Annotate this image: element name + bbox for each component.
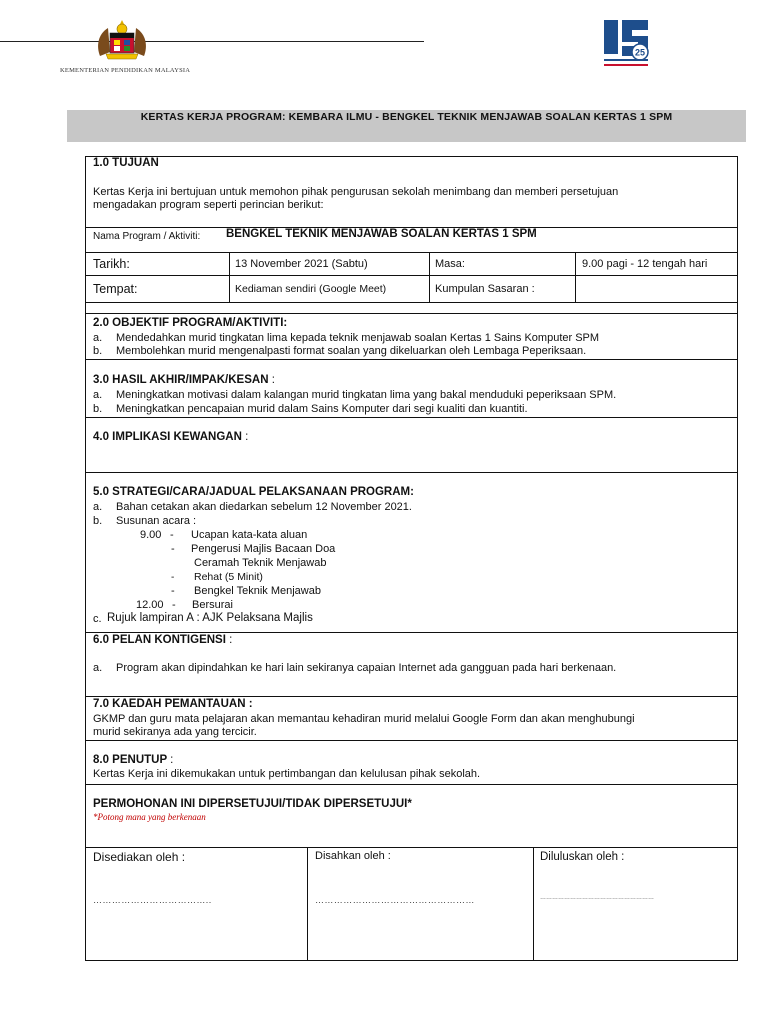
masa-label: Masa: [435, 258, 465, 270]
list-marker: b. [93, 515, 103, 527]
schedule-dash: - [171, 572, 175, 583]
schedule-item: Rehat (5 Minit) [194, 571, 263, 583]
divider [85, 696, 738, 697]
s1-text: Kertas Kerja ini bertujuan untuk memohon pihak pengurusan sekolah menimbang dan memberi persetujuan [93, 186, 619, 198]
schedule-item: Bersurai [192, 599, 233, 611]
tarikh-value: 13 November 2021 (Sabtu) [235, 258, 368, 270]
list-marker: c. [93, 613, 102, 625]
masa-value: 9.00 pagi - 12 tengah hari [582, 258, 708, 270]
document-title: KERTAS KERJA PROGRAM: KEMBARA ILMU - BENGKEL TEKNIK MENJAWAB SOALAN KERTAS 1 SPM [140, 111, 673, 123]
heading-colon: : [271, 374, 275, 386]
heading-colon: : [229, 634, 233, 646]
s1-text: mengadakan program seperti perincian berikut: [93, 199, 324, 211]
form-frame [85, 156, 738, 961]
s6-item: Program akan dipindahkan ke hari lain sekiranya capaian Internet ada gangguan pada hari berkenaan. [116, 662, 617, 674]
s2-item: Mendedahkan murid tingkatan lima kepada teknik menjawab soalan Kertas 1 Sains Komputer SPM [116, 332, 600, 344]
cell-border [533, 847, 534, 961]
signature-line: …………………………………………… [315, 895, 475, 905]
s7-text: GKMP dan guru mata pelajaran akan memantau kehadiran murid melalui Google Form dan akan menghubungi [93, 713, 635, 725]
approval-heading: PERMOHONAN INI DIPERSETUJUI/TIDAK DIPERSETUJUI* [93, 798, 412, 810]
title-banner [67, 110, 746, 142]
heading-colon: : [170, 754, 174, 766]
s7-heading: 7.0 KAEDAH PEMANTAUAN : [93, 698, 253, 710]
divider [85, 417, 738, 418]
s6-heading-text: 6.0 PELAN KONTIGENSI [93, 634, 226, 646]
s5-heading: 5.0 STRATEGI/CARA/JADUAL PELAKSANAAN PROGRAM: [93, 486, 414, 498]
divider [85, 784, 738, 785]
divider [85, 252, 738, 253]
s7-text: murid sekiranya ada yang tercicir. [93, 726, 257, 738]
ministry-name: KEMENTERIAN PENDIDIKAN MALAYSIA [60, 67, 191, 74]
schedule-dash: - [172, 599, 176, 611]
header-rule [0, 41, 424, 42]
schedule-item: Ceramah Teknik Menjawab [194, 557, 327, 569]
list-marker: a. [93, 332, 103, 344]
heading-colon: : [245, 431, 249, 443]
divider [85, 472, 738, 473]
s6-heading [93, 634, 232, 646]
divider [85, 302, 738, 303]
s1-heading: 1.0 TUJUAN [93, 157, 159, 169]
s3-item: Meningkatkan motivasi dalam kalangan murid tingkatan lima yang bakal menduduki peperiksaan SPM. [116, 389, 617, 401]
s2-heading: 2.0 OBJEKTIF PROGRAM/AKTIVITI: [93, 317, 288, 329]
cell-border [229, 252, 230, 302]
kumpulan-label: Kumpulan Sasaran : [435, 283, 535, 295]
s3-heading [93, 374, 275, 386]
approval-note: *Potong mana yang berkenaan [93, 812, 206, 822]
list-marker: a. [93, 501, 103, 513]
program-value: BENGKEL TEKNIK MENJAWAB SOALAN KERTAS 1 SPM [226, 228, 537, 240]
schedule-dash: - [171, 585, 175, 597]
cell-border [429, 252, 430, 302]
signature-label: Disediakan oleh : [93, 850, 186, 864]
divider [85, 359, 738, 360]
s8-heading-text: 8.0 PENUTUP [93, 754, 167, 766]
logo-number: 25 [634, 47, 646, 58]
signature-line: ……………………………….. [93, 895, 212, 905]
tempat-value: Kediaman sendiri (Google Meet) [235, 283, 387, 295]
malaysia-crest-logo [92, 18, 152, 64]
list-marker: a. [93, 389, 103, 401]
divider [85, 275, 738, 276]
schedule-item: Pengerusi Majlis Bacaan Doa [191, 543, 336, 555]
schedule-item: Ucapan kata-kata aluan [191, 529, 308, 541]
signature-label: Diluluskan oleh : [540, 851, 625, 863]
tarikh-label: Tarikh: [93, 257, 130, 271]
list-marker: b. [93, 403, 103, 415]
s2-item: Membolehkan murid mengenalpasti format soalan yang dikeluarkan oleh Lembaga Peperiksaan. [116, 345, 587, 357]
s3-item: Meningkatkan pencapaian murid dalam Sains Komputer dari segi kualiti dan kuantiti. [116, 403, 528, 415]
cell-border [575, 252, 576, 302]
schedule-time: 12.00 [136, 599, 164, 611]
divider [85, 313, 738, 314]
schedule-dash: - [170, 529, 174, 541]
divider [85, 740, 738, 741]
schedule-item: Bengkel Teknik Menjawab [194, 585, 321, 597]
list-marker: a. [93, 662, 103, 674]
s8-text: Kertas Kerja ini dikemukakan untuk pertimbangan dan kelulusan pihak sekolah. [93, 768, 481, 780]
list-marker: b. [93, 345, 103, 357]
s5-item: Bahan cetakan akan diedarkan sebelum 12 November 2021. [116, 501, 412, 513]
s4-heading-text: 4.0 IMPLIKASI KEWANGAN [93, 431, 242, 443]
anniversary-logo [602, 18, 652, 72]
s4-heading [93, 431, 248, 443]
s3-heading-text: 3.0 HASIL AKHIR/IMPAK/KESAN [93, 374, 269, 386]
signature-label: Disahkan oleh : [315, 850, 391, 862]
program-label: Nama Program / Aktiviti: [93, 231, 201, 242]
s5-item: Susunan acara : [116, 515, 197, 527]
divider [85, 632, 738, 633]
schedule-time: 9.00 [140, 529, 162, 541]
cell-border [307, 847, 308, 961]
schedule-dash: - [171, 543, 175, 555]
signature-line: ………………………………………………… [540, 895, 654, 901]
tempat-label: Tempat: [93, 282, 138, 296]
divider [85, 847, 738, 848]
s5-item: Rujuk lampiran A : AJK Pelaksana Majlis [107, 612, 313, 624]
s8-heading [93, 754, 173, 766]
